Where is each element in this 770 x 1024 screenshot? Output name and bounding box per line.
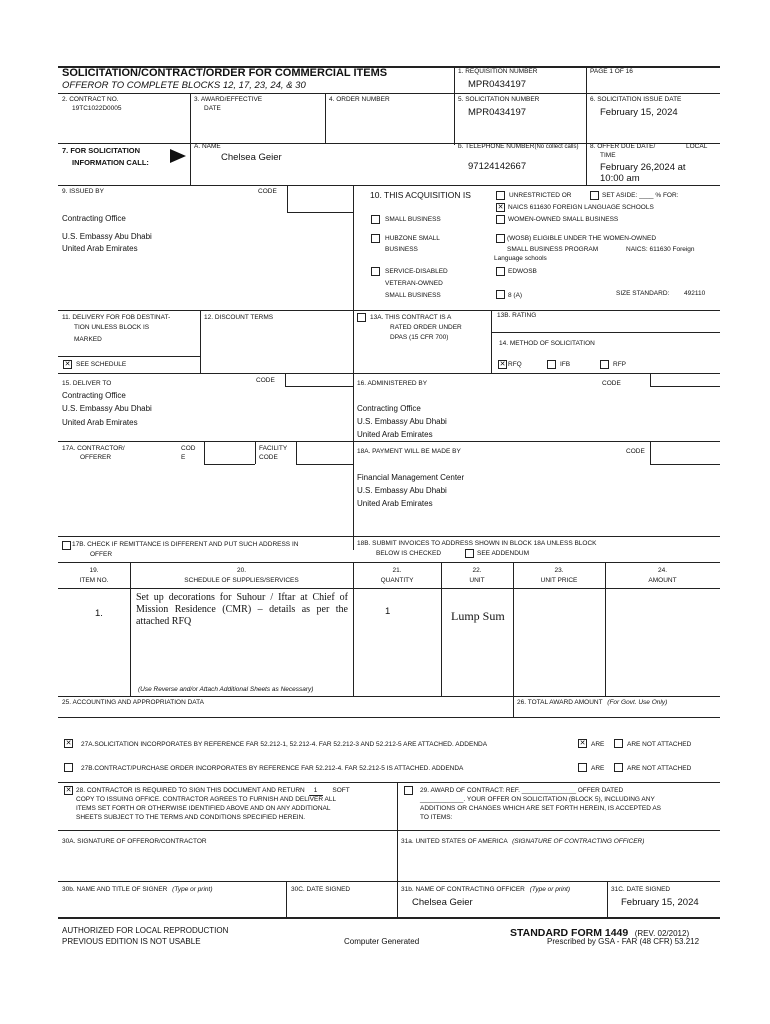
set-aside-label: SET ASIDE: ____ % FOR: [602,192,679,199]
accounting-label: 25. ACCOUNTING AND APPROPRIATION DATA [62,699,204,706]
info-call-label-2: INFORMATION CALL: [72,158,149,167]
col-unit-price-num: 23. [554,567,564,574]
col-amount [605,566,720,586]
col-unit-price [513,566,605,586]
copies-count: 1 [309,787,323,796]
offer-due-local-label: LOCAL [686,143,708,150]
hubzone-checkbox[interactable] [371,234,380,243]
deliver-to-code-label: CODE [256,377,275,384]
award-contract-checkbox[interactable] [404,786,413,795]
issue-date: February 15, 2024 [600,107,678,118]
total-award-label [517,699,667,707]
discount-terms-label: 12. DISCOUNT TERMS [204,314,274,321]
see-schedule-label: SEE SCHEDULE [76,361,127,368]
administered-by-code-label: CODE [602,380,621,387]
addendum-checkbox[interactable] [465,549,474,558]
addenda-are-checkbox-b[interactable] [578,763,587,772]
ifb-label: IFB [560,361,571,368]
award-contract-line-3: ADDITIONS OR CHANGES WHICH ARE SET FORTH HEREIN, IS ACCEPTED AS [420,805,662,812]
rfq-label: RFQ [508,361,522,368]
form-title: SOLICITATION/CONTRACT/ORDER FOR COMMERCIAL ITEMS [62,67,388,79]
payment-label: 18A. PAYMENT WILL BE MADE BY [357,448,461,455]
contract-far-text: 27B.CONTRACT/PURCHASE ORDER INCORPORATES BY REFERENCE FAR 52.212-4. FAR 52.212-5 IS ATTACHED. ADDENDA [81,765,464,772]
award-contract-line-1: 29. AWARD OF CONTRACT: REF. _______________ OFFER DATED [420,787,624,794]
addenda-are-label-a: ARE [591,741,605,748]
total-award-note: (For Govt. Use Only) [607,699,668,706]
footer-previous-edition: PREVIOUS EDITION IS NOT USABLE [62,937,201,946]
size-standard-value: 492110 [684,290,706,297]
rated-order-label-3: DPAS (15 CFR 700) [390,334,449,341]
offer-due-date: February 26,2024 at [600,162,686,173]
submit-invoices-label-1: 18B. SUBMIT INVOICES TO ADDRESS SHOWN IN BLOCK 18A UNLESS BLOCK [357,540,597,547]
col-quantity [353,566,441,586]
issued-by-line-1: Contracting Office [62,214,126,223]
contractor-code-label-1: COD [181,445,196,452]
remittance-label-2: OFFER [90,551,113,558]
payment-line-1: Financial Management Center [357,473,465,482]
contact-name: Chelsea Geier [221,152,282,163]
set-aside-checkbox[interactable] [590,191,599,200]
us-signature-label [401,838,644,846]
signer-name-label [62,886,213,894]
rating-label: 13B. RATING [497,312,537,319]
col-unit-price-label: UNIT PRICE [540,577,578,584]
contractor-sign-line-1-text: 28. CONTRACTOR IS REQUIRED TO SIGN THIS DOCUMENT AND RETURN [76,787,305,794]
issued-by-line-2: U.S. Embassy Abu Dhabi [62,232,152,241]
edwosb-checkbox[interactable] [496,267,505,276]
award-date-label-2: DATE [204,105,221,112]
telephone-number: 97124142667 [468,161,527,172]
contract-no-value: 19TC1022D0005 [72,105,122,112]
addenda-are-not-checkbox-a[interactable] [614,739,623,748]
rfq-checkbox[interactable] [498,360,507,369]
addenda-are-label-b: ARE [591,765,605,772]
naics-label: NAICS 611630 FOREIGN LANGUAGE SCHOOLS [508,204,654,211]
edwosb-label: EDWOSB [508,268,537,275]
solicitation-number-label: 5. SOLICITATION NUMBER [458,96,540,103]
issued-by-code-label: CODE [258,188,277,195]
arrow-right-icon [170,149,186,163]
sdvosb-label-2: VETERAN-OWNED [385,280,443,287]
offeror-date-label: 30C. DATE SIGNED [291,886,351,893]
payment-code-label: CODE [626,448,645,455]
footer-prescribed: Prescribed by GSA - FAR (48 CFR) 53.212 [547,937,700,946]
co-name: Chelsea Geier [412,897,473,908]
addenda-are-not-label-b: ARE NOT ATTACHED [627,765,692,772]
issue-date-label: 6. SOLICITATION ISSUE DATE [590,96,682,103]
addenda-are-not-label-a: ARE NOT ATTACHED [627,741,692,748]
us-signature-note: (SIGNATURE OF CONTRACTING OFFICER) [512,838,645,845]
facility-code-label-1: FACILITY [259,445,288,452]
rated-order-label-2: RATED ORDER UNDER [390,324,462,331]
co-name-label-text: 31b. NAME OF CONTRACTING OFFICER [401,886,525,893]
deliver-to-line-2: U.S. Embassy Abu Dhabi [62,404,152,413]
order-number-label: 4. ORDER NUMBER [329,96,390,103]
contract-no-label: 2. CONTRACT NO. [62,96,119,103]
telephone-label-text: b. TELEPHONE NUMBER [458,143,535,150]
co-date: February 15, 2024 [621,897,699,908]
col-item-no [58,566,130,586]
delivery-fob-label-3: MARKED [74,336,102,343]
requisition-label: 1. REQUISITION NUMBER [458,68,538,75]
contractor-sign-line-1 [76,787,350,796]
sdvosb-label-3: SMALL BUSINESS [385,292,441,299]
naics-checkbox[interactable] [496,203,505,212]
hubzone-label-1: HUBZONE SMALL [385,235,440,242]
small-business-checkbox[interactable] [371,215,380,224]
col-schedule-label: SCHEDULE OF SUPPLIES/SERVICES [184,577,299,584]
contractor-sign-soft: SOFT [332,787,350,794]
deliver-to-line-1: Contracting Office [62,391,126,400]
delivery-fob-label-1: 11. DELIVERY FOR FOB DESTINAT- [62,314,171,321]
signer-name-label-text: 30b. NAME AND TITLE OF SIGNER [62,886,168,893]
size-standard-label: SIZE STANDARD: [616,290,670,297]
unrestricted-label: UNRESTRICTED OR [509,192,572,199]
offeror-signature-label: 30A. SIGNATURE OF OFFEROR/CONTRACTOR [62,838,207,845]
delivery-fob-label-2: TION UNLESS BLOCK IS [74,324,150,331]
page-indicator: PAGE 1 OF 16 [590,68,633,75]
facility-code-label-2: CODE [259,454,278,461]
footer-form-rev: (REV. 02/2012) [634,929,690,938]
see-schedule-checkbox[interactable] [63,360,72,369]
rated-order-checkbox[interactable] [357,313,366,322]
item-unit: Lump Sum [451,609,505,623]
info-call-label-1: 7. FOR SOLICITATION [62,146,141,155]
naics-desc-text: Language schools [494,255,547,262]
solicitation-number: MPR0434197 [468,107,527,118]
item-quantity: 1 [385,606,391,617]
acquisition-label: 10. THIS ACQUISITION IS [370,190,471,200]
contractor-label-2: OFFERER [80,454,112,461]
col-item-no-label: ITEM NO. [79,577,109,584]
contractor-sign-line-3: ITEMS SET FORTH OR OTHERWISE IDENTIFIED ABOVE AND ON ANY ADDITIONAL [76,805,331,812]
col-quantity-num: 21. [392,567,402,574]
total-award-label-text: 26. TOTAL AWARD AMOUNT [517,699,603,706]
wosb-eligible-checkbox[interactable] [496,234,505,243]
method-label: 14. METHOD OF SOLICITATION [499,340,595,347]
issued-by-label: 9. ISSUED BY [62,188,104,195]
col-amount-label: AMOUNT [648,577,677,584]
eight-a-label: 8 (A) [508,292,523,299]
award-date-label: 3. AWARD/EFFECTIVE [194,96,263,103]
form-subtitle: OFFEROR TO COMPLETE BLOCKS 12, 17, 23, 24, & 30 [62,80,306,91]
item-number: 1. [95,608,103,619]
col-item-no-num: 19. [89,567,99,574]
deliver-to-label: 15. DELIVER TO [62,380,112,387]
item-description: Set up decorations for Suhour / Iftar at Chief of Mission Residence (CMR) – details as per the attached RFQ [136,592,348,627]
telephone-label [458,143,584,151]
award-contract-line-2: ____________. YOUR OFFER ON SOLICITATION (BLOCK 5), INCLUDING ANY [420,796,655,803]
addenda-are-checkbox-a[interactable] [578,739,587,748]
contract-far-checkbox[interactable] [64,763,73,772]
contractor-code-label-2: E [181,454,186,461]
col-amount-num: 24. [657,567,668,574]
info-call-label [62,145,149,169]
footer-authorized: AUTHORIZED FOR LOCAL REPRODUCTION [62,926,229,935]
footer-form-name: STANDARD FORM 1449 [510,927,629,939]
solicitation-far-text: 27A.SOLICITATION INCORPORATES BY REFERENCE FAR 52.212-1, 52.212-4. FAR 52.212-3 AND 52.212-5 ARE ATTACHED. ADDENDA [81,741,488,748]
ifb-checkbox[interactable] [547,360,556,369]
unrestricted-checkbox[interactable] [496,191,505,200]
offer-due-label: 8. OFFER DUE DATE/ [590,143,656,150]
contractor-sign-line-4: SHEETS SUBJECT TO THE TERMS AND CONDITIONS SPECIFIED HEREIN. [76,814,306,821]
remittance-checkbox[interactable] [62,541,71,550]
contractor-sign-line-2: COPY TO ISSUING OFFICE. CONTRACTOR AGREES TO FURNISH AND DELIVER ALL [76,796,337,803]
reverse-note: (Use Reverse and/or Attach Additional Sheets as Necessary) [138,686,314,693]
administered-by-line-3: United Arab Emirates [357,430,433,439]
payment-line-3: United Arab Emirates [357,499,433,508]
payment-line-2: U.S. Embassy Abu Dhabi [357,486,447,495]
wosb-label: WOMEN-OWNED SMALL BUSINESS [508,216,619,223]
co-date-label: 31C. DATE SIGNED [611,886,671,893]
submit-invoices-label-2: BELOW IS CHECKED [376,550,442,557]
administered-by-line-2: U.S. Embassy Abu Dhabi [357,417,447,426]
small-business-label: SMALL BUSINESS [385,216,441,223]
co-name-label [401,886,570,894]
eight-a-checkbox[interactable] [496,290,505,299]
wosb-eligible-label-2: SMALL BUSINESS PROGRAM [507,246,599,253]
footer-computer-generated: Computer Generated [344,937,420,946]
sdvosb-label-1: SERVICE-DISABLED [385,268,448,275]
solicitation-far-checkbox[interactable] [64,739,73,748]
rfp-checkbox[interactable] [600,360,609,369]
col-schedule [130,566,353,586]
offer-due-time: 10:00 am [600,173,640,184]
remittance-label-1: 17B. CHECK IF REMITTANCE IS DIFFERENT AND PUT SUCH ADDRESS IN [72,541,299,548]
sdvosb-checkbox[interactable] [371,267,380,276]
offer-due-time-label: TIME [600,152,616,159]
rfp-label: RFP [613,361,626,368]
telephone-label-note: (No collect calls) [534,144,579,150]
col-quantity-label: QUANTITY [380,577,414,584]
hubzone-label-2: BUSINESS [385,246,418,253]
col-schedule-num: 20. [236,567,247,574]
contact-name-label: A. NAME [194,143,221,150]
col-unit-num: 22. [472,567,482,574]
contractor-sign-checkbox[interactable] [64,786,73,795]
signer-name-note: (Type or print) [172,886,213,893]
requisition-number: MPR0434197 [468,79,527,90]
addenda-are-not-checkbox-b[interactable] [614,763,623,772]
naics-code-text: NAICS: 611630 Foreign [626,246,695,253]
addendum-label: SEE ADDENDUM [477,550,530,557]
col-unit [441,566,513,586]
award-contract-line-4: TO ITEMS: [420,814,453,821]
contractor-label-1: 17A. CONTRACTOR/ [62,445,125,452]
administered-by-label: 16. ADMINISTERED BY [357,380,428,387]
wosb-checkbox[interactable] [496,215,505,224]
deliver-to-line-3: United Arab Emirates [62,418,138,427]
administered-by-line-1: Contracting Office [357,404,421,413]
issued-by-line-3: United Arab Emirates [62,244,138,253]
wosb-eligible-label-1: (WOSB) ELIGIBLE UNDER THE WOMEN-OWNED [507,235,657,242]
co-name-note: (Type or print) [529,886,571,893]
us-signature-label-text: 31a. UNITED STATES OF AMERICA [401,838,508,845]
rated-order-label-1: 13A. THIS CONTRACT IS A [370,314,452,321]
col-unit-label: UNIT [469,577,485,584]
